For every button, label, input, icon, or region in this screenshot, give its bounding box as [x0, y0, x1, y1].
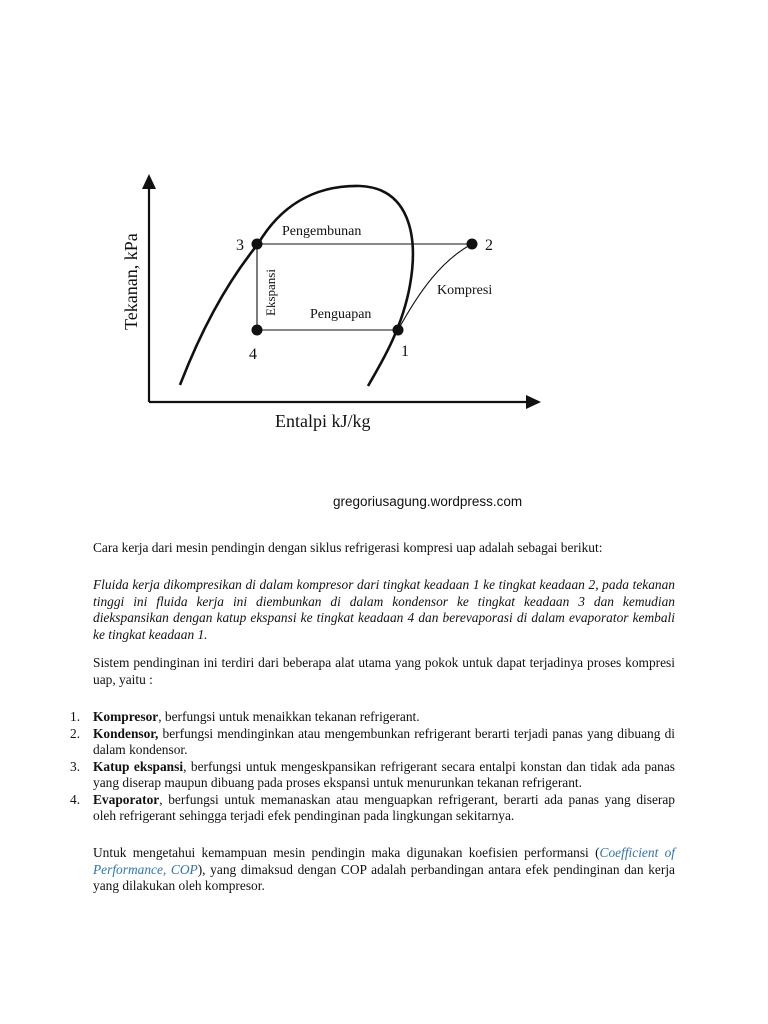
state-point-1 [393, 325, 404, 336]
state-label-3: 3 [236, 237, 244, 254]
state-label-4: 4 [249, 346, 257, 363]
refrigeration-ph-diagram [0, 0, 768, 460]
tools-list [70, 709, 676, 825]
x-axis-label: Entalpi kJ/kg [275, 411, 371, 431]
list-term: Katup ekspansi [93, 758, 184, 774]
state-label-2: 2 [485, 237, 493, 254]
cop-text-before: Untuk mengetahui kemampuan mesin pendingin maka digunakan koefisien performansi ( [93, 845, 600, 860]
list-term: Kompresor [93, 709, 159, 724]
watermark-url: gregoriusagung.wordpress.com [333, 494, 523, 509]
expansion-label: Ekspansi [263, 269, 278, 316]
list-description: , berfungsi untuk menaikkan tekanan refrigerant. [158, 709, 420, 724]
list-description: , berfungsi untuk mengeskpansikan refrigerant secara entalpi konstan dan tidak ada panas yang diserap maupun dibuang pada proses ekspansi untuk menurunkan tekanan refrigerant. [93, 758, 676, 790]
evaporation-label: Penguapan [310, 307, 372, 322]
cop-paragraph [93, 845, 675, 895]
list-item [70, 725, 675, 759]
intro-paragraph: Cara kerja dari mesin pendingin dengan siklus refrigerasi kompresi uap adalah sebagai berikut: [93, 540, 603, 555]
compression-label: Kompresi [437, 283, 493, 298]
list-item [70, 791, 675, 825]
list-number: 2. [70, 725, 81, 741]
saturation-dome [180, 186, 413, 386]
state-point-3 [252, 239, 263, 250]
state-point-4 [252, 325, 263, 336]
list-term: Evaporator [93, 791, 160, 807]
list-term: Kondensor, [93, 725, 159, 741]
y-axis-label: Tekanan, kPa [121, 233, 141, 330]
system-paragraph: Sistem pendinginan ini terdiri dari beberapa alat utama yang pokok untuk dapat terjadinya proses kompresi uap, yaitu : [93, 655, 675, 687]
list-number: 4. [70, 791, 81, 807]
state-label-1: 1 [401, 343, 409, 360]
state-point-2 [467, 239, 478, 250]
list-description: , berfungsi untuk memanaskan atau menguapkan refrigerant, berarti ada panas yang diserap oleh refrigerant sehingga terjadi efek pendinginan pada lingkungan sekitarnya. [93, 791, 675, 823]
list-item [70, 709, 675, 726]
condensation-label: Pengembunan [282, 224, 362, 239]
list-description: berfungsi mendinginkan atau mengembunkan refrigerant berarti terjadi panas yang dibuang di dalam kondensor. [93, 725, 675, 757]
list-number: 1. [70, 709, 81, 724]
cop-text-after: ), yang dimaksud dengan COP adalah perbandingan antara efek pendinginan dan kerja yang dilakukan oleh kompresor. [93, 861, 675, 893]
x-axis-arrow [526, 395, 541, 409]
list-number: 3. [70, 758, 81, 774]
cop-term: Coefficient of Performance, COP [93, 845, 675, 877]
y-axis-arrow [142, 174, 156, 189]
cycle-description-paragraph: Fluida kerja dikompresikan di dalam kompresor dari tingkat keadaan 1 ke tingkat keadaan 2, pada tekanan tinggi ini fluida kerja ini diembunkan di dalam kondensor ke tingkat keadaan 3 dan kemudian diekspansikan dengan katup ekspansi ke tingkat keadaan 4 dan berevaporasi di dalam evaporator kembali ke tingkat keadaan 1. [93, 577, 675, 642]
list-item [70, 758, 676, 792]
